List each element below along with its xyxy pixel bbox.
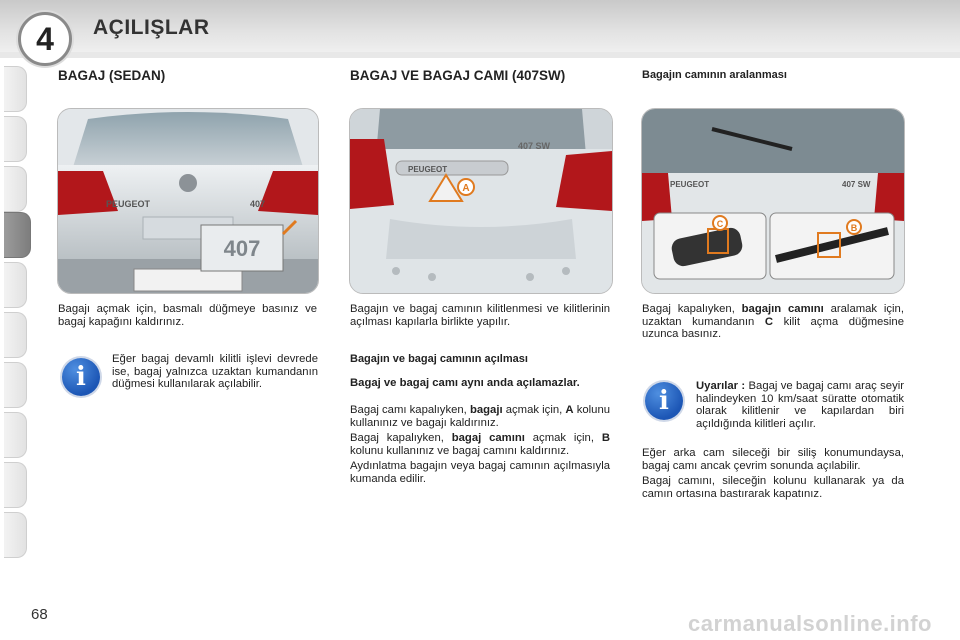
section-heading-glass: Bagajın camının aralanması <box>642 69 787 81</box>
sedan-info-note: Eğer bagaj devamlı kilitli işlevi devrede ise, bagaj yalnızca uzaktan kumandanın düğmesi kullanılarak açılabilir. <box>112 353 318 391</box>
info-icon: i <box>62 358 100 396</box>
model-badge: 407 SW <box>518 141 551 151</box>
sw-para-glass: Bagaj kapalıyken, bagaj camını açmak için, B kolunu kullanınız ve bagaj camını kaldırınız. <box>350 432 610 457</box>
model-badge: 407 <box>250 199 266 209</box>
callout-b-label: B <box>850 223 858 233</box>
glass-para-close: Bagaj camını, sileceğin kolunu kullanarak ya da camın ortasına bastırarak kapatınız. <box>642 475 904 500</box>
sw-car-illustration <box>350 109 612 293</box>
rear-glass <box>642 109 904 173</box>
brand-badge: PEUGEOT <box>408 165 448 174</box>
glass-extra-text <box>642 447 904 503</box>
chapter-number: 4 <box>18 12 72 66</box>
chapter-title: AÇILIŞLAR <box>93 16 210 39</box>
sedan-car-illustration <box>58 109 318 293</box>
sw-instructions <box>350 404 610 489</box>
chapter-tab[interactable] <box>4 116 27 162</box>
chapter-tab[interactable] <box>4 512 27 558</box>
license-plate <box>134 269 242 291</box>
callout-c-label: C <box>716 219 724 229</box>
sedan-trunk-photo <box>57 108 319 294</box>
sw-para-lighting: Aydınlatma bagajın veya bagaj camının açılmasıyla kumanda edilir. <box>350 460 610 485</box>
glass-warning: Uyarılar : Bagaj ve bagaj camı araç seyir halindeyken 10 km/saat süratte otomatik olarak kilitlenir ve kapılardan biri açıldığında kilitleri açılır. <box>696 380 904 430</box>
glass-body-text: Bagaj kapalıyken, bagajın camını aralamak için, uzaktan kumandanın C kilit açma düğmesine uzunca basınız. <box>642 303 904 341</box>
callout-a-label: A <box>462 183 470 194</box>
rear-glass <box>376 109 586 155</box>
brand-badge: PEUGEOT <box>670 180 710 189</box>
sedan-body-text: Bagajı açmak için, basmalı düğmeye basınız ve bagaj kapağını kaldırınız. <box>58 303 317 328</box>
model-badge: 407 SW <box>842 180 871 189</box>
chapter-tab-active[interactable] <box>4 212 31 258</box>
section-heading-sw: BAGAJ VE BAGAJ CAMI (407SW) <box>350 68 566 83</box>
section-heading-sedan: BAGAJ (SEDAN) <box>58 68 166 83</box>
sw-para-trunk: Bagaj camı kapalıyken, bagajı açmak için, A kolunu kullanınız ve bagajı kaldırınız. <box>350 404 611 429</box>
inset-badge-text: 407 <box>223 236 261 261</box>
info-icon: i <box>645 382 683 420</box>
glass-para-wiper: Eğer arka cam sileceği bir siliş konumundaysa, bagaj camı ancak çevrim sonunda açılabilir. <box>642 447 904 472</box>
chapter-tab[interactable] <box>4 262 27 308</box>
rear-window <box>73 112 303 167</box>
brand-badge: PEUGEOT <box>106 199 151 209</box>
chapter-tab[interactable] <box>4 362 27 408</box>
lion-emblem <box>179 174 197 192</box>
chapter-tab[interactable] <box>4 412 27 458</box>
sw-trunk-photo <box>349 108 613 294</box>
chapter-tab[interactable] <box>4 462 27 508</box>
header-underline <box>0 52 960 58</box>
page-number: 68 <box>31 606 48 623</box>
sw-subheading: Bagajın ve bagaj camının açılması <box>350 353 528 365</box>
chapter-tabs <box>0 66 32 576</box>
sw-warning: Bagaj ve bagaj camı aynı anda açılamazlar. <box>350 377 580 389</box>
chapter-tab[interactable] <box>4 166 27 212</box>
watermark: carmanualsonline.info <box>688 611 932 636</box>
sw-body-text: Bagajın ve bagaj camının kilitlenmesi ve kilitlerinin açılması kapılarla birlikte yapılır. <box>350 303 610 328</box>
chapter-tab[interactable] <box>4 312 27 358</box>
remote-wiper-illustration <box>642 109 904 293</box>
glass-remote-photo <box>641 108 905 294</box>
chapter-tab[interactable] <box>4 66 27 112</box>
